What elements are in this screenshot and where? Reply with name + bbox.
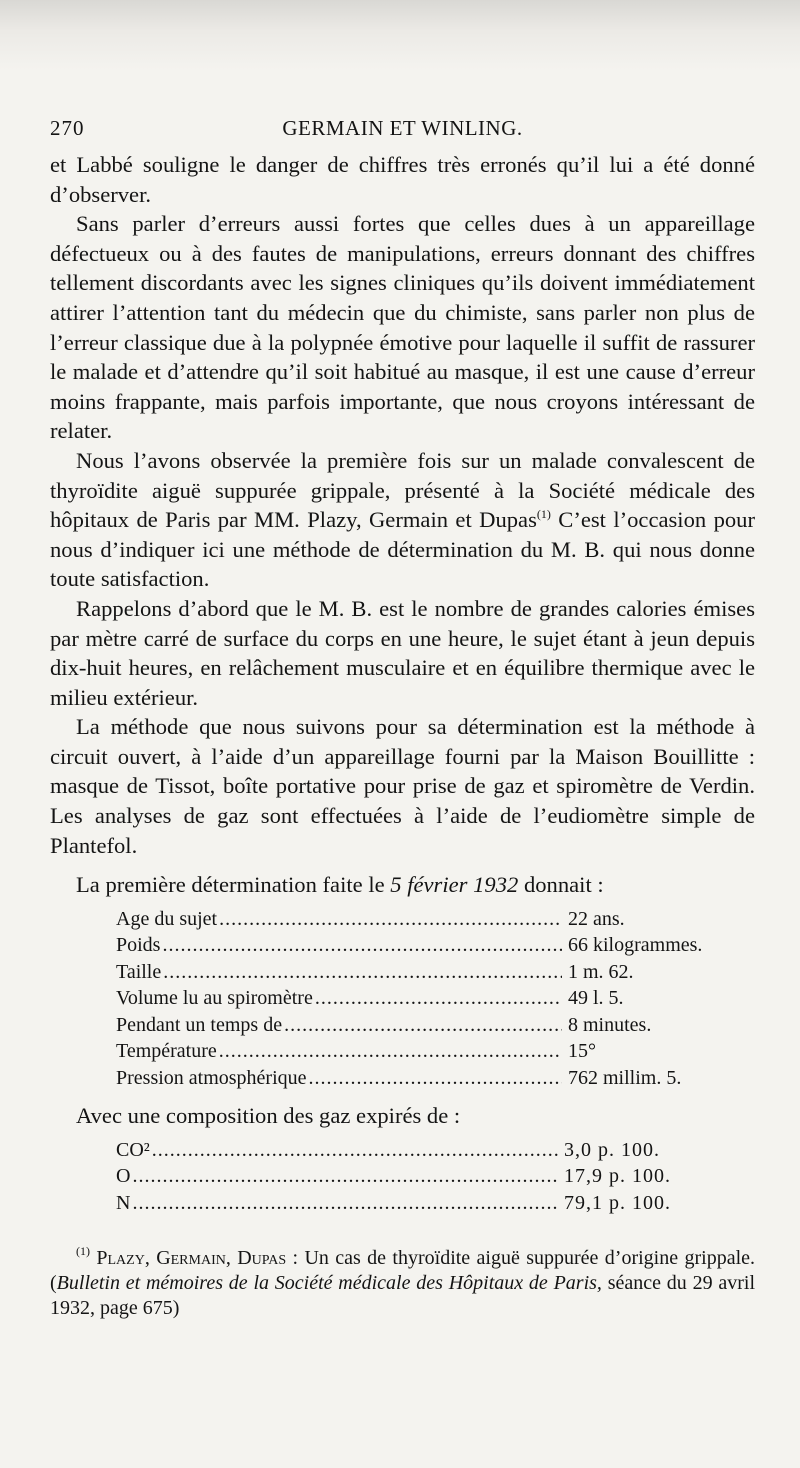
paragraph-1: et Labbé souligne le danger de chiffres très erronés qu’il lui a été donné d’observer. (50, 152, 755, 207)
determination-date: 5 février 1932 (390, 872, 519, 898)
row-value: 22 ans. (568, 907, 625, 930)
gas-value: 17,9 p. 100. (564, 1165, 671, 1188)
paragraph-4: Rappelons d’abord que le M. B. est le nombre de grandes calories émises par mètre carré de surface du corps en une heure, le sujet étant à jeun depuis dix-huit heures, en relâchement musculaire et en équilibre thermique avec le milieu extérieur. (50, 595, 755, 710)
gases-intro: Avec une composition des gaz expirés de : (76, 1103, 461, 1129)
dot-leader (315, 985, 562, 1012)
row-label: Température (116, 1040, 217, 1063)
footnote-journal: Bulletin et mémoires de la Société médicale des Hôpitaux de Paris, (56, 1272, 602, 1295)
paragraph-3-text: Nous l’avons observée la première fois sur un malade convalescent de thyroïdite aiguë suppurée grippale, présenté à la Société médicale des hôpitaux de Paris par MM. Plazy, Germain et Dupas (50, 447, 755, 533)
paragraph-3-text-cont: C’est l’occasion pour nous d’indiquer ici une méthode de détermination du M. B. qui nous donne toute satisfaction. (50, 507, 755, 592)
dot-leader (219, 1038, 562, 1065)
page-number: 270 (50, 116, 85, 140)
dot-leader (132, 1163, 558, 1190)
table-row (116, 932, 740, 959)
dot-leader (284, 1012, 562, 1039)
dot-leader (152, 1137, 558, 1164)
row-value: 49 l. 5. (568, 987, 624, 1010)
table-row (116, 906, 740, 933)
determination-intro-end: donnait : (518, 872, 604, 898)
row-label: Volume lu au spiromètre (116, 987, 313, 1010)
gas-value: 3,0 p. 100. (564, 1138, 660, 1161)
footnote-tail: séance du 29 avril 1932, page 675) (50, 1272, 755, 1320)
table-row (116, 1038, 740, 1065)
paragraph-5: La méthode que nous suivons pour sa détermination est la méthode à circuit ouvert, à l’aide d’un appareillage fourni par la Maison Bouillitte : masque de Tissot, boîte portative pour prise de gaz et spiromètre de Verdin. Les analyses de gaz sont effectuées à l’aide de l’eudiomètre simple de Plantefol. (50, 714, 755, 858)
row-label: Age du sujet (116, 907, 218, 930)
dot-leader (132, 1190, 558, 1217)
paragraph-2: Sans parler d’erreurs aussi fortes que celles dues à un appareillage défectueux ou à des fautes de manipulations, erreurs donnant des chiffres tellement discordants avec les signes cliniques qu’ils doivent immédiatement attirer l’attention tant du médecin que du chimiste, sans parler non plus de l’erreur classique due à la polypnée émotive pour laquelle il suffit de rassurer le malade et d’attendre qu’il soit habitué au masque, il est une cause d’erreur moins frappante, mais parfois importante, que nous croyons intéressant de relater. (50, 211, 755, 444)
book-page (50, 116, 755, 1321)
row-label: Pression atmosphérique (116, 1066, 307, 1089)
row-value: 762 millim. 5. (568, 1066, 682, 1089)
row-value: 66 kilogrammes. (568, 934, 703, 957)
table-row (116, 985, 740, 1012)
table-row (116, 1190, 684, 1217)
dot-leader (309, 1065, 562, 1092)
row-label: Taille (116, 960, 162, 983)
gas-label: O (116, 1165, 131, 1188)
paragraph-3 (50, 446, 755, 594)
dot-leader (163, 959, 562, 986)
row-value: 1 m. 62. (568, 960, 634, 983)
gas-value: 79,1 p. 100. (564, 1191, 671, 1214)
footnote-marker: (1) (76, 1244, 90, 1259)
gas-label: N (116, 1191, 131, 1214)
table-row (116, 1012, 740, 1039)
gas-composition-table (116, 1137, 684, 1217)
table-row (116, 1137, 684, 1164)
table-row (116, 1163, 684, 1190)
footnote-authors: Plazy, Germain, Dupas (96, 1247, 287, 1270)
determination-intro (50, 870, 755, 900)
scan-edge-shadow (0, 0, 800, 70)
dot-leader (162, 932, 562, 959)
footnote-reference[interactable]: (1) (536, 507, 551, 522)
row-label: Pendant un temps de (116, 1013, 283, 1036)
row-value: 8 minutes. (568, 1013, 652, 1036)
footnote (50, 1246, 755, 1321)
running-title: GERMAIN ET WINLING. (282, 116, 523, 140)
gas-label: CO² (116, 1138, 150, 1161)
row-label: Poids (116, 934, 161, 957)
footnote-text: : Un cas de thyroïdite aiguë suppurée d’origine grippale. ( (50, 1247, 755, 1295)
determination-table (116, 906, 740, 1092)
table-row (116, 1065, 740, 1092)
page-header (50, 116, 755, 150)
row-value: 15° (568, 1040, 596, 1063)
determination-intro-text: La première détermination faite le (76, 872, 391, 898)
table-row (116, 959, 740, 986)
dot-leader (219, 906, 562, 933)
